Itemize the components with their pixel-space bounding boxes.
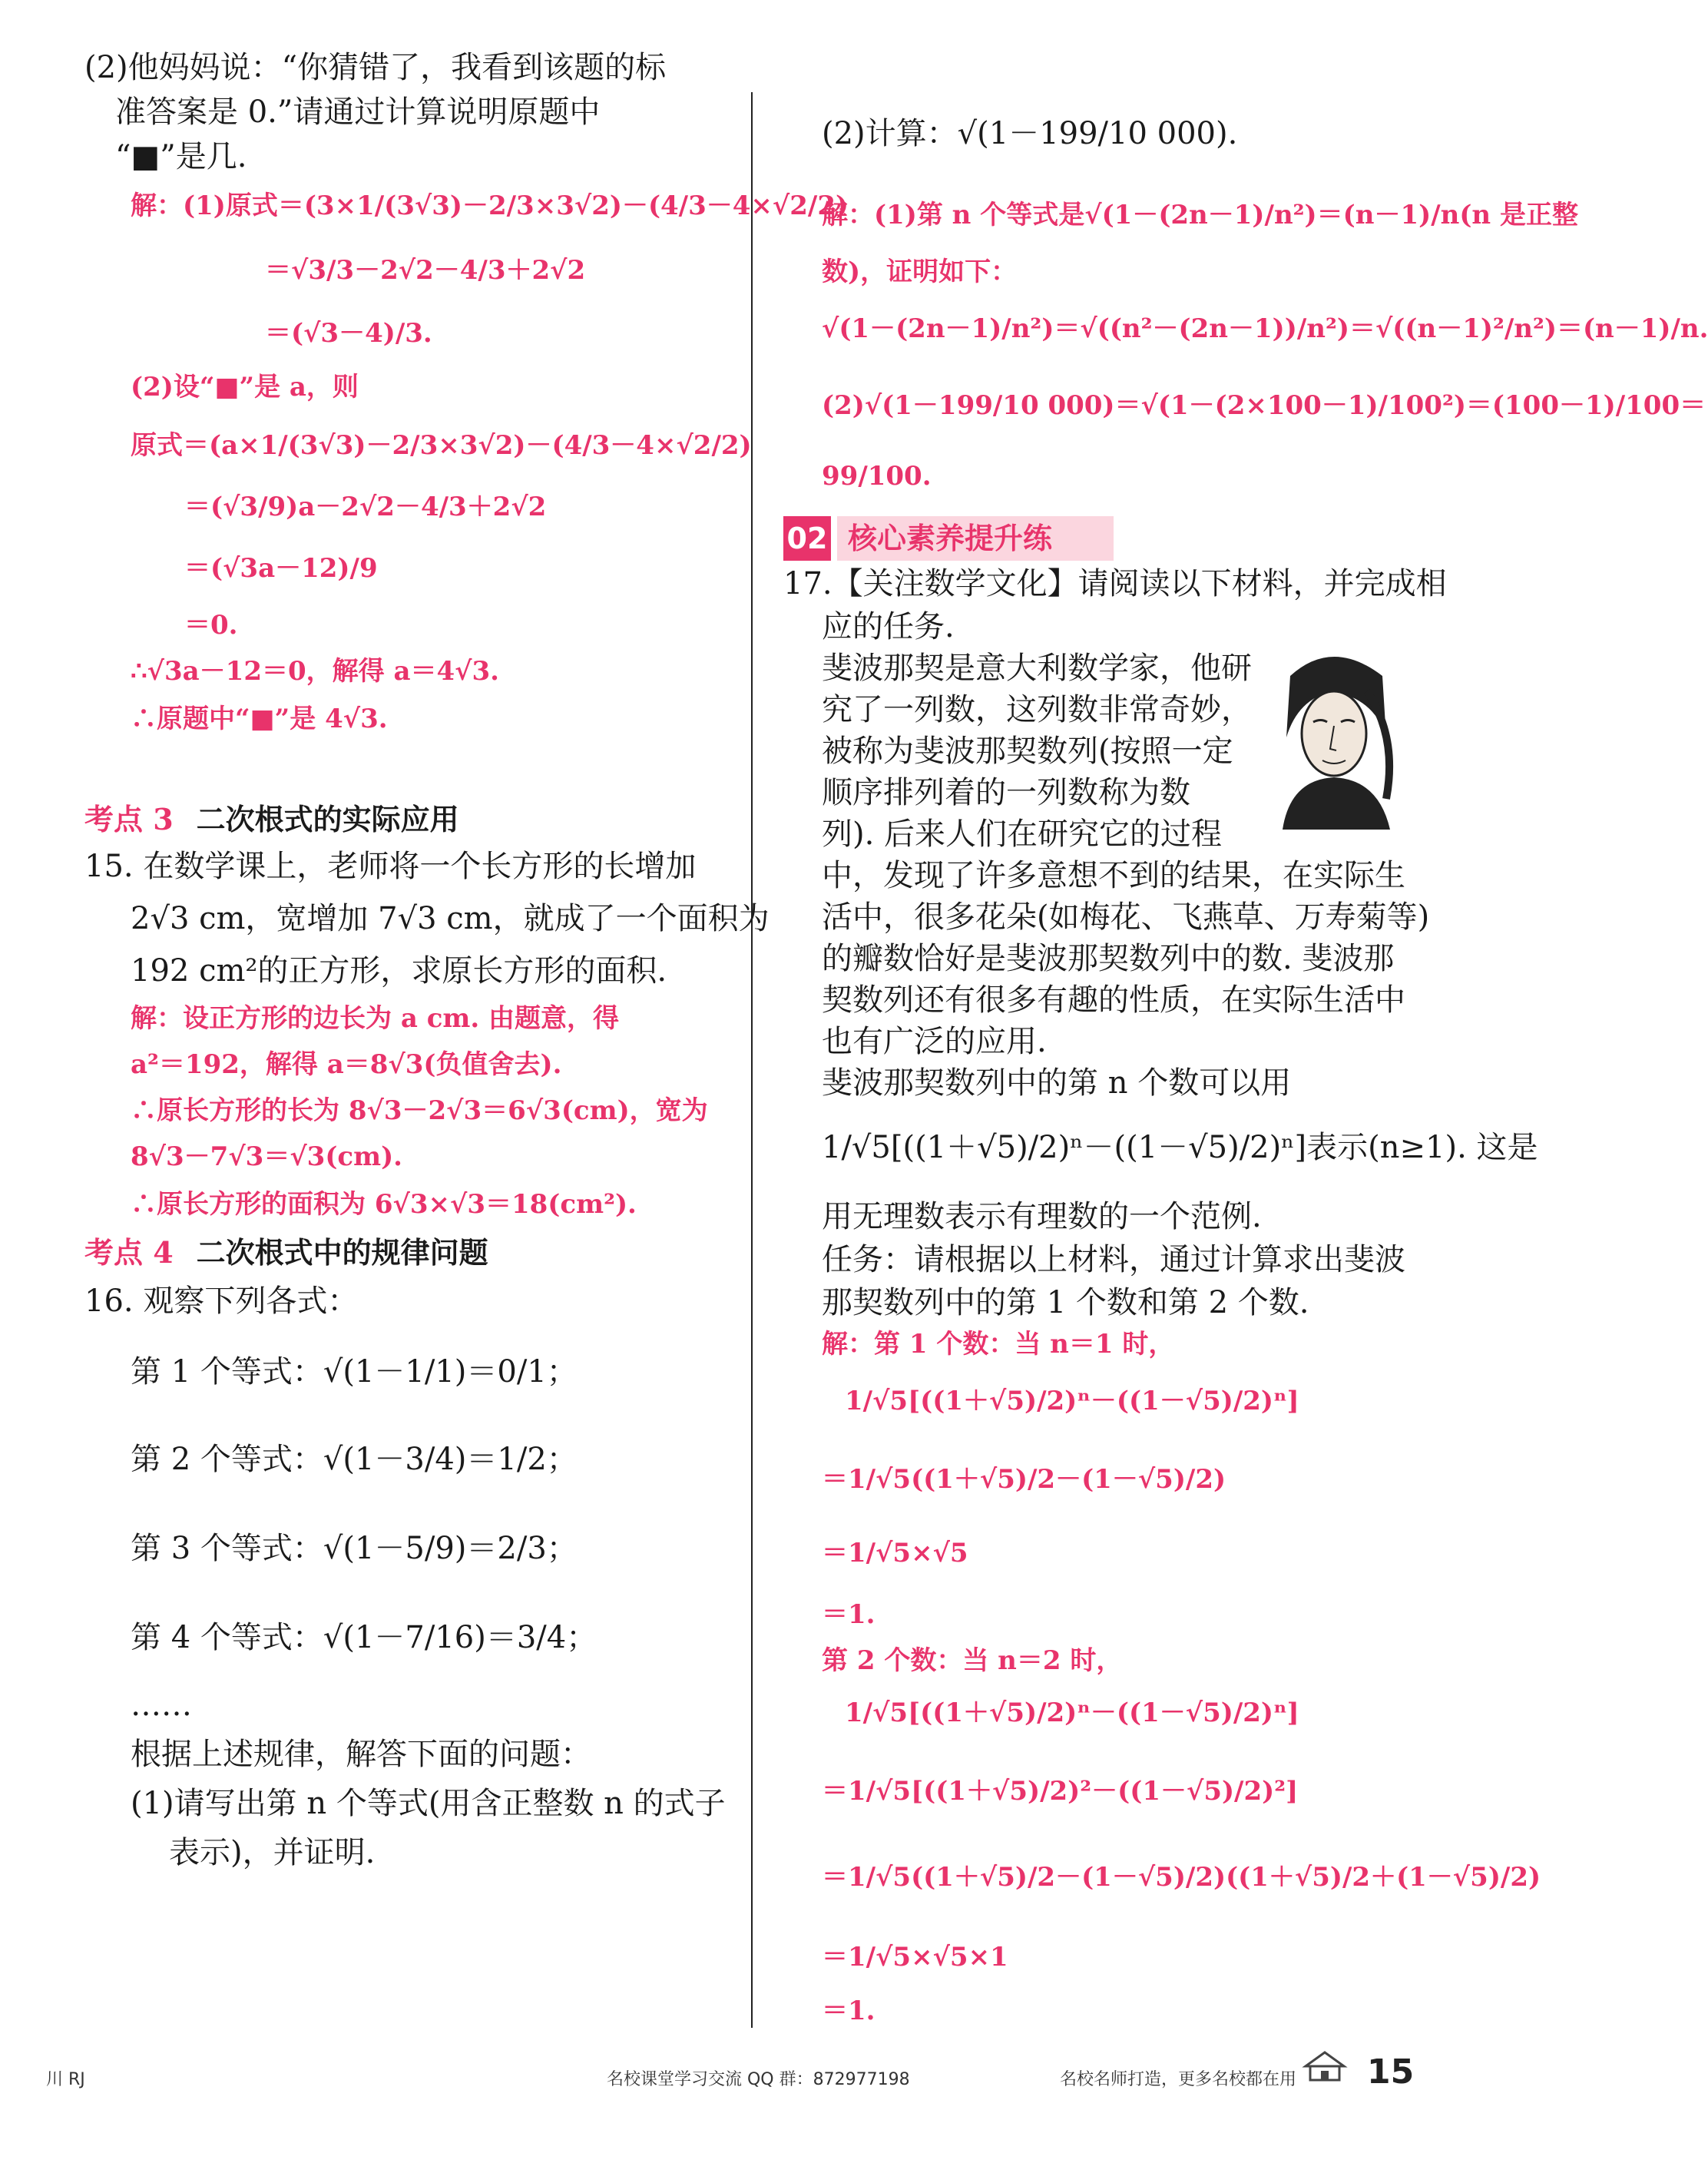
q16-eq1: 第 1 个等式：√(1－1/1)＝0/1； [131,1354,578,1390]
column-divider [751,92,753,2028]
q17-line12: 也有广泛的应用. [822,1024,1047,1059]
a14-line2: ＝√3/3－2√2－4/3＋2√2 [265,255,586,286]
a14-line5: 原式＝(a×1/(3√3)－2/3×3√2)－(4/3－4×√2/2) [131,430,752,461]
q15-line2: 2√3 cm，宽增加 7√3 cm，就成了一个面积为 [131,901,770,936]
a17-line5: ＝1. [822,1599,876,1630]
q16-ellipsis: …… [131,1688,192,1723]
q17-line9: 活中，很多花朵(如梅花、飞燕草、万寿菊等) [822,899,1430,935]
q17-line15: 用无理数表示有理数的一个范例. [822,1199,1262,1234]
q14-part2-line2: 准答案是 0.”请通过计算说明原题中 [115,94,601,130]
q17-line2: 应的任务. [822,609,955,644]
q16-part2: (2)计算：√(1－199/10 000). [822,116,1238,151]
a15-line1: 解：设正方形的边长为 a cm. 由题意，得 [131,1003,620,1034]
a16-line2: 数)，证明如下： [822,257,1018,287]
q17-line1: 17.【关注数学文化】请阅读以下材料，并完成相 [783,566,1447,601]
a14-line6: ＝(√3/9)a－2√2－4/3＋2√2 [184,492,547,522]
a17-line10: ＝1/√5×√5×1 [822,1942,1008,1973]
a17-line11: ＝1. [822,1996,876,2026]
a16-line3: √(1－(2n－1)/n²)＝√((n²－(2n－1))/n²)＝√((n－1)²/n²)＝(n－1)/n. [822,313,1708,344]
q15-line1: 15. 在数学课上，老师将一个长方形的长增加 [84,849,697,884]
section-number: 02 [783,516,831,561]
a17-line3: ＝1/√5((1＋√5)/2－(1－√5)/2) [822,1464,1226,1495]
q17-line5: 被称为斐波那契数列(按照一定 [822,734,1233,769]
brand-logo-icon [1298,2043,1352,2089]
q17-line11: 契数列还有很多有趣的性质，在实际生活中 [822,982,1405,1018]
kp3-label: 考点 3 [84,802,174,836]
a14-line1: 解：(1)原式＝(3×1/(3√3)－2/3×3√2)－(4/3－4×√2/2) [131,190,849,221]
a17-line4: ＝1/√5×√5 [822,1538,968,1568]
q17-line10: 的瓣数恰好是斐波那契数列中的数. 斐波那 [822,941,1395,976]
a16-line1: 解：(1)第 n 个等式是√(1－(2n－1)/n²)＝(n－1)/n(n 是正整 [822,200,1578,230]
a16-line5: 99/100. [822,461,932,492]
a14-line10: ∴原题中“■”是 4√3. [131,704,388,734]
a17-line7: 1/√5[((1＋√5)/2)ⁿ－((1－√5)/2)ⁿ] [845,1698,1299,1728]
a15-line3: ∴原长方形的长为 8√3－2√3＝6√3(cm)，宽为 [131,1095,708,1126]
a17-line8: ＝1/√5[((1＋√5)/2)²－((1－√5)/2)²] [822,1776,1299,1807]
a14-line4: (2)设“■”是 a，则 [131,372,359,402]
q15-line3: 192 cm²的正方形，求原长方形的面积. [131,953,667,989]
q16-part1-line1: (1)请写出第 n 个等式(用含正整数 n 的式子 [131,1786,726,1821]
q17-line4: 究了一列数，这列数非常奇妙， [822,692,1252,727]
q16-intro: 16. 观察下列各式： [84,1284,359,1319]
q14-part2-line3: “■”是几. [115,139,247,174]
kp4-label: 考点 4 [84,1235,174,1270]
a15-line4: 8√3－7√3＝√3(cm). [131,1141,403,1172]
q17-line17: 那契数列中的第 1 个数和第 2 个数. [822,1285,1309,1320]
page-number: 15 [1367,2052,1415,2092]
a16-line4: (2)√(1－199/10 000)＝√(1－(2×100－1)/100²)＝(100－1)/100＝ [822,390,1706,421]
footer-slogan: 名校名师打造，更多名校都在用 [1060,2070,1297,2089]
q17-line13: 斐波那契数列中的第 n 个数可以用 [822,1065,1292,1101]
q17-line8: 中，发现了许多意想不到的结果，在实际生 [822,858,1405,893]
a17-line9: ＝1/√5((1＋√5)/2－(1－√5)/2)((1＋√5)/2＋(1－√5)/2) [822,1862,1541,1893]
a15-line2: a²＝192，解得 a＝8√3(负值舍去). [131,1049,562,1080]
footer-edition: 川 RJ [46,2070,85,2089]
q16-instruction: 根据上述规律，解答下面的问题： [131,1737,591,1772]
a14-line3: ＝(√3－4)/3. [265,318,432,349]
kp3-title: 二次根式的实际应用 [196,802,459,836]
a17-line1: 解：第 1 个数：当 n＝1 时， [822,1329,1175,1360]
a15-line5: ∴原长方形的面积为 6√3×√3＝18(cm²). [131,1189,637,1220]
a17-line2: 1/√5[((1＋√5)/2)ⁿ－((1－√5)/2)ⁿ] [845,1386,1299,1416]
q17-line16: 任务：请根据以上材料，通过计算求出斐波 [822,1242,1405,1277]
q16-eq4: 第 4 个等式：√(1－7/16)＝3/4； [131,1620,597,1655]
q14-part2-line1: (2)他妈妈说：“你猜错了，我看到该题的标 [84,50,667,85]
kp4-heading [84,1229,488,1271]
q17-line7: 列). 后来人们在研究它的过程 [822,817,1223,852]
q16-eq3: 第 3 个等式：√(1－5/9)＝2/3； [131,1531,578,1566]
q16-eq2: 第 2 个等式：√(1－3/4)＝1/2； [131,1442,578,1477]
q17-formula: 1/√5[((1＋√5)/2)ⁿ－((1－√5)/2)ⁿ]表示(n≥1). 这是 [822,1130,1538,1165]
q16-part1-line2: 表示)，并证明. [169,1835,376,1870]
q17-line3: 斐波那契是意大利数学家，他研 [822,651,1252,686]
a14-line9: ∴√3a－12＝0，解得 a＝4√3. [131,656,500,687]
a14-line8: ＝0. [184,610,238,641]
fibonacci-portrait [1259,645,1405,830]
kp3-heading [84,796,459,838]
footer-qq-group: 名校课堂学习交流 QQ 群：872977198 [607,2070,910,2089]
q17-line6: 顺序排列着的一列数称为数 [822,775,1190,810]
a17-line6: 第 2 个数：当 n＝2 时， [822,1645,1123,1676]
section-title: 核心素养提升练 [837,516,1114,561]
a14-line7: ＝(√3a－12)/9 [184,553,378,584]
kp4-title: 二次根式中的规律问题 [196,1235,488,1270]
section-band [783,516,1121,561]
